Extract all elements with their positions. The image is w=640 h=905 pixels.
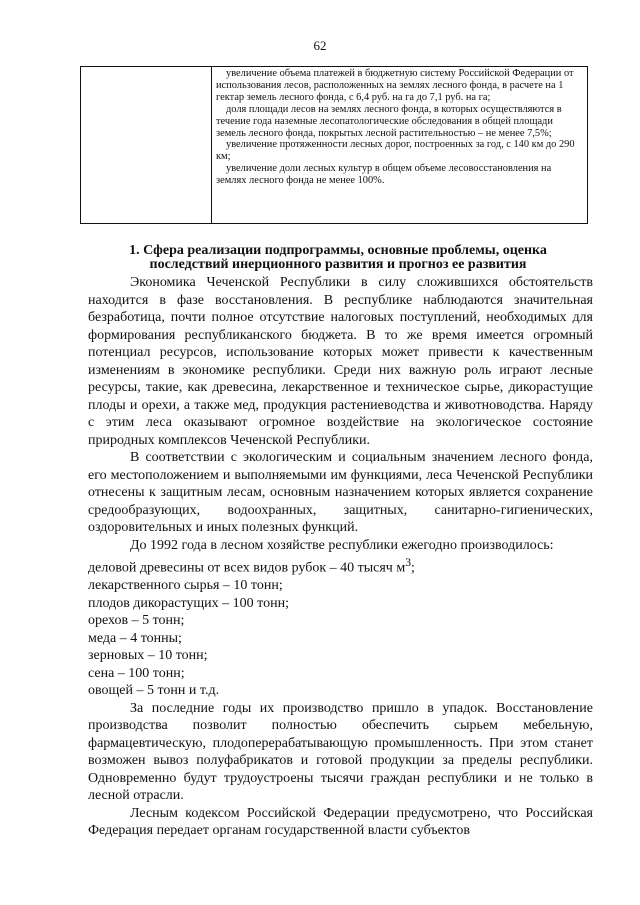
production-list-item: лекарственного сырья – 10 тонн; bbox=[88, 578, 283, 594]
indicator-item: увеличение протяженности лесных дорог, построенных за год, с 140 км до 290 км; bbox=[216, 139, 575, 163]
paragraph-decline: За последние годы их производство пришло в упадок. Восстановление производства позволит полностью обеспечить сырьем мебельную, фармацевтическую, плодоперерабатывающую промышленность. При этом станет возможен вывоз полуфабрикатов и готовой продукции за пределы республики. Одновременно будут трудоустроены тысячи граждан республики и не только в лесной отрасли. bbox=[88, 700, 593, 804]
indicators-table bbox=[80, 66, 588, 224]
production-list-item: орехов – 5 тонн; bbox=[88, 613, 185, 629]
body-text bbox=[88, 274, 593, 840]
list-item-tail: ; bbox=[411, 560, 415, 576]
paragraph-protective-forests: В соответствии с экологическим и социальным значением лесного фонда, его местоположением и выполняемыми им функциями, леса Чеченской Республики отнесены к защитным лесам, основным назначением которых является сохранение средообразующих, водоохранных, защитных, санитарно-гигиенических, оздоровительных и иных полезных функций. bbox=[88, 450, 593, 535]
list-item-text: деловой древесины от всех видов рубок – 40 тысяч м bbox=[88, 560, 406, 576]
indicator-item: доля площади лесов на землях лесного фонда, в которых осуществляются в течение года наземные лесопатологические обследования в общей площади земель лесного фонда, покрытых лесной растительностью – не менее 7,5%; bbox=[216, 103, 562, 139]
production-list-item bbox=[88, 554, 593, 577]
indicator-item: увеличение доли лесных культур в общем объеме лесовосстановления на землях лесного фонда не менее 100%. bbox=[216, 163, 552, 187]
paragraph-economy: Экономика Чеченской Республики в силу сложившихся обстоятельств находится в фазе восстановления. В республике наблюдаются значительная безработица, почти полное отсутствие налоговых поступлений, необходимых для формирования республиканского бюджета. В то же время имеется огромный потенциал ресурсов, использование которых может привести к качественным изменениям в экономике республики. Среди них важную роль играют лесные ресурсы, такие, как древесина, лекарственное и техническое сырье, дикорастущие плоды и орехи, а также мед, продукция растениеводства и животноводства. Наряду с этим леса оказывают огромное воздействие на экологическое состояние природных комплексов Чеченской Республики. bbox=[88, 275, 593, 448]
indicator-item: увеличение объема платежей в бюджетную систему Российской Федерации от использования лесов, расположенных на землях лесного фонда, в расчете на 1 гектар земель лесного фонда, с 6,4 руб. на га до 7,1 руб. на га; bbox=[216, 68, 574, 103]
production-list-item: меда – 4 тонны; bbox=[88, 630, 182, 646]
production-list-item: плодов дикорастущих – 100 тонн; bbox=[88, 595, 289, 611]
table-row bbox=[81, 67, 588, 224]
superscript: 3 bbox=[405, 556, 412, 569]
production-list-item: овощей – 5 тонн и т.д. bbox=[88, 683, 220, 699]
section-heading: 1. Сфера реализации подпрограммы, основные проблемы, оценка последствий инерционного развития и прогноз ее развития bbox=[129, 243, 547, 272]
production-list-item: зерновых – 10 тонн; bbox=[88, 648, 208, 664]
production-list-intro: До 1992 года в лесном хозяйстве республики ежегодно производилось: bbox=[130, 537, 554, 553]
table-left-cell bbox=[81, 67, 212, 224]
table-right-cell bbox=[212, 67, 588, 224]
production-list-item: сена – 100 тонн; bbox=[88, 665, 185, 681]
paragraph-forest-code: Лесным кодексом Российской Федерации предусмотрено, что Российская Федерация передает органам государственной власти субъектов bbox=[88, 805, 593, 839]
page-number: 62 bbox=[313, 38, 327, 53]
